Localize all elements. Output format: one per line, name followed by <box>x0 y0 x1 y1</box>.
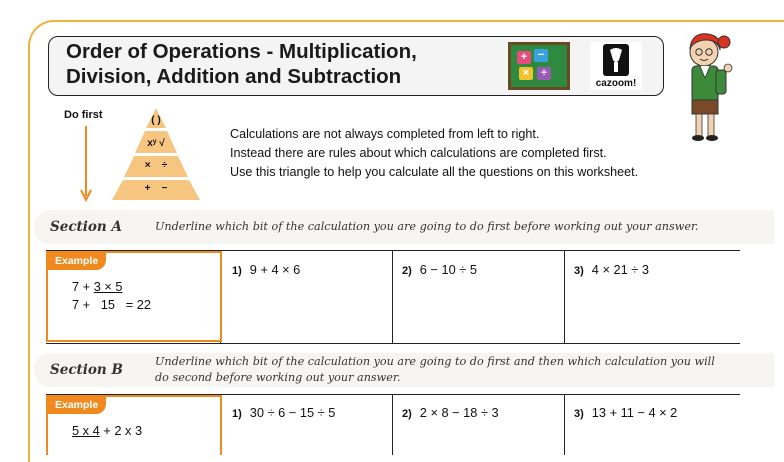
pyramid-level-brackets: ( ) <box>151 115 161 126</box>
do-first-label: Do first <box>64 109 103 121</box>
question-expression: 9 + 4 × 6 <box>249 262 301 277</box>
example-b-underlined: 5 x 4 <box>72 423 100 438</box>
student-character-icon <box>678 28 740 148</box>
section-a-instruction: Underline which bit of the calculation you are going to do first before working out your answer. <box>155 220 699 233</box>
logo-label: cazoom! <box>595 78 637 89</box>
question-expression: 13 + 11 − 4 × 2 <box>591 405 678 420</box>
question-number: 3) <box>574 265 584 277</box>
question-a-3 <box>574 262 649 277</box>
question-a-2 <box>402 262 477 277</box>
question-b-1 <box>232 405 335 420</box>
example-a-underlined: 3 × 5 <box>93 279 123 294</box>
question-expression: 6 − 10 ÷ 5 <box>419 262 477 277</box>
intro-line-2: Instead there are rules about which calculations are completed first. <box>230 146 607 160</box>
section-b-label: Section B <box>50 362 123 378</box>
question-number: 2) <box>402 408 412 420</box>
page-title <box>66 39 417 89</box>
section-b-instruction <box>155 354 715 386</box>
question-cell <box>220 395 392 455</box>
example-a-pre: 7 + <box>72 279 94 294</box>
pyramid-level-powers: xʸ √ <box>147 138 165 149</box>
title-line-2: Division, Addition and Subtraction <box>66 65 402 88</box>
section-b-instruction-line-1: Underline which bit of the calculation you are going to do first and then which calculation you will <box>155 355 715 368</box>
title-line-1: Order of Operations - Multiplication, <box>66 40 417 63</box>
question-expression: 2 × 8 − 18 ÷ 3 <box>419 405 499 420</box>
question-cell <box>564 395 740 455</box>
example-tag: Example <box>48 397 106 414</box>
question-b-3 <box>574 405 677 420</box>
cazoom-logo-icon <box>590 42 642 78</box>
example-tag: Example <box>48 253 106 270</box>
section-b-instruction-line-2: do second before working out your answer. <box>155 371 401 384</box>
example-b-line-1 <box>72 423 142 438</box>
example-a-line-2: 7 + 15 = 22 <box>72 297 151 312</box>
question-number: 1) <box>232 408 242 420</box>
plus-tile: + <box>517 51 531 64</box>
question-number: 2) <box>402 265 412 277</box>
question-cell <box>392 395 564 455</box>
question-number: 3) <box>574 408 584 420</box>
question-number: 1) <box>232 265 242 277</box>
question-expression: 4 × 21 ÷ 3 <box>591 262 649 277</box>
pyramid-level-multiply-divide: × ÷ <box>144 160 168 171</box>
section-a-label: Section A <box>50 219 122 235</box>
intro-line-1: Calculations are not always completed from left to right. <box>230 127 540 141</box>
question-a-1 <box>232 262 300 277</box>
times-tile: × <box>519 67 533 80</box>
divide-tile: ÷ <box>537 67 551 80</box>
minus-tile: − <box>534 49 548 62</box>
question-b-2 <box>402 405 499 420</box>
intro-line-3: Use this triangle to help you calculate all the questions on this worksheet. <box>230 165 639 179</box>
example-a-line-1 <box>72 279 123 294</box>
question-expression: 30 ÷ 6 − 15 ÷ 5 <box>249 405 336 420</box>
chalkboard-icon <box>508 42 570 90</box>
example-b-post: + 2 x 3 <box>99 423 143 438</box>
pyramid-level-add-subtract: + − <box>144 183 168 194</box>
intro-text <box>230 125 638 182</box>
arrow-down-icon <box>80 126 92 202</box>
